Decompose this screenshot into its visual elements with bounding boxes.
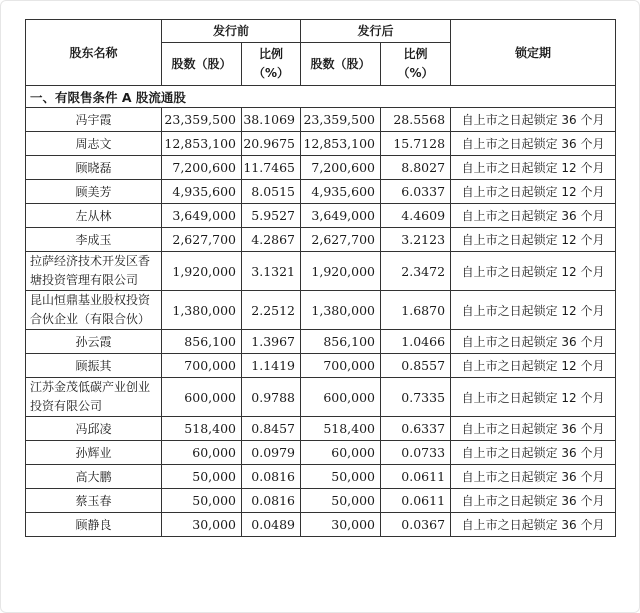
lock-period-cell: 自上市之日起锁定 36 个月 bbox=[451, 204, 616, 228]
shares-before-cell: 700,000 bbox=[162, 354, 242, 378]
pct-before-cell: 4.2867 bbox=[242, 228, 301, 252]
lock-period-cell: 自上市之日起锁定 12 个月 bbox=[451, 252, 616, 291]
pct-before-cell: 2.2512 bbox=[242, 291, 301, 330]
shareholder-name-cell: 孙辉业 bbox=[26, 441, 162, 465]
pct-after-cell: 3.2123 bbox=[381, 228, 451, 252]
pct-before-cell: 3.1321 bbox=[242, 252, 301, 291]
pct-after-cell: 6.0337 bbox=[381, 180, 451, 204]
pct-before-cell: 0.0816 bbox=[242, 489, 301, 513]
lock-period-cell: 自上市之日起锁定 36 个月 bbox=[451, 417, 616, 441]
shareholder-name-cell: 拉萨经济技术开发区香塘投资管理有限公司 bbox=[26, 252, 162, 291]
pct-before-cell: 11.7465 bbox=[242, 156, 301, 180]
shares-after-cell: 3,649,000 bbox=[301, 204, 381, 228]
pct-after-cell: 28.5568 bbox=[381, 108, 451, 132]
table-row bbox=[26, 180, 616, 204]
pct-before-cell: 5.9527 bbox=[242, 204, 301, 228]
table-row bbox=[26, 354, 616, 378]
header-shares-after: 股数（股） bbox=[301, 43, 381, 86]
lock-period-cell: 自上市之日起锁定 36 个月 bbox=[451, 489, 616, 513]
pct-after-cell: 15.7128 bbox=[381, 132, 451, 156]
header-pct-unit: （%） bbox=[252, 66, 290, 80]
header-shareholder-name: 股东名称 bbox=[26, 20, 162, 86]
pct-after-cell: 0.0611 bbox=[381, 489, 451, 513]
header-ratio-label: 比例 bbox=[403, 47, 428, 61]
pct-before-cell: 0.8457 bbox=[242, 417, 301, 441]
pct-after-cell: 1.0466 bbox=[381, 330, 451, 354]
shares-after-cell: 600,000 bbox=[301, 378, 381, 417]
table-row bbox=[26, 252, 616, 291]
lock-period-cell: 自上市之日起锁定 12 个月 bbox=[451, 354, 616, 378]
shares-before-cell: 50,000 bbox=[162, 489, 242, 513]
shareholder-name-cell: 顾美芳 bbox=[26, 180, 162, 204]
pct-after-cell: 0.0733 bbox=[381, 441, 451, 465]
pct-after-cell: 2.3472 bbox=[381, 252, 451, 291]
lock-period-cell: 自上市之日起锁定 36 个月 bbox=[451, 513, 616, 537]
pct-after-cell: 4.4609 bbox=[381, 204, 451, 228]
shares-before-cell: 856,100 bbox=[162, 330, 242, 354]
pct-after-cell: 0.6337 bbox=[381, 417, 451, 441]
shareholder-name-cell: 昆山恒鼎基业股权投资合伙企业（有限合伙） bbox=[26, 291, 162, 330]
table-row bbox=[26, 228, 616, 252]
header-after-issuance: 发行后 bbox=[301, 20, 451, 43]
shares-after-cell: 12,853,100 bbox=[301, 132, 381, 156]
shares-before-cell: 7,200,600 bbox=[162, 156, 242, 180]
lock-period-cell: 自上市之日起锁定 12 个月 bbox=[451, 291, 616, 330]
header-row-top bbox=[26, 20, 616, 43]
lock-period-cell: 自上市之日起锁定 36 个月 bbox=[451, 465, 616, 489]
lock-period-cell: 自上市之日起锁定 12 个月 bbox=[451, 378, 616, 417]
shares-after-cell: 23,359,500 bbox=[301, 108, 381, 132]
shares-after-cell: 1,920,000 bbox=[301, 252, 381, 291]
shareholder-name-cell: 江苏金茂低碳产业创业投资有限公司 bbox=[26, 378, 162, 417]
shareholder-name-cell: 周志文 bbox=[26, 132, 162, 156]
shares-before-cell: 3,649,000 bbox=[162, 204, 242, 228]
table-row bbox=[26, 108, 616, 132]
lock-period-cell: 自上市之日起锁定 36 个月 bbox=[451, 441, 616, 465]
shareholder-name-cell: 李成玉 bbox=[26, 228, 162, 252]
shares-before-cell: 1,380,000 bbox=[162, 291, 242, 330]
pct-before-cell: 1.3967 bbox=[242, 330, 301, 354]
lock-period-cell: 自上市之日起锁定 12 个月 bbox=[451, 180, 616, 204]
shares-after-cell: 7,200,600 bbox=[301, 156, 381, 180]
shareholder-name-cell: 顾静良 bbox=[26, 513, 162, 537]
table-row bbox=[26, 489, 616, 513]
shares-after-cell: 50,000 bbox=[301, 465, 381, 489]
pct-before-cell: 0.0979 bbox=[242, 441, 301, 465]
pct-after-cell: 8.8027 bbox=[381, 156, 451, 180]
shareholder-name-cell: 冯宇霞 bbox=[26, 108, 162, 132]
pct-before-cell: 8.0515 bbox=[242, 180, 301, 204]
pct-after-cell: 0.7335 bbox=[381, 378, 451, 417]
shares-after-cell: 60,000 bbox=[301, 441, 381, 465]
shareholder-name-cell: 顾晓磊 bbox=[26, 156, 162, 180]
shares-before-cell: 4,935,600 bbox=[162, 180, 242, 204]
shares-before-cell: 23,359,500 bbox=[162, 108, 242, 132]
shareholder-table bbox=[25, 19, 616, 537]
pct-before-cell: 0.9788 bbox=[242, 378, 301, 417]
shares-before-cell: 50,000 bbox=[162, 465, 242, 489]
shares-after-cell: 4,935,600 bbox=[301, 180, 381, 204]
table-row bbox=[26, 378, 616, 417]
shares-after-cell: 700,000 bbox=[301, 354, 381, 378]
shareholder-name-cell: 孙云霞 bbox=[26, 330, 162, 354]
header-ratio-label: 比例 bbox=[259, 47, 284, 61]
shares-after-cell: 30,000 bbox=[301, 513, 381, 537]
lock-period-cell: 自上市之日起锁定 36 个月 bbox=[451, 108, 616, 132]
header-before-issuance: 发行前 bbox=[162, 20, 301, 43]
table-row bbox=[26, 513, 616, 537]
shares-before-cell: 12,853,100 bbox=[162, 132, 242, 156]
pct-before-cell: 20.9675 bbox=[242, 132, 301, 156]
shares-after-cell: 50,000 bbox=[301, 489, 381, 513]
table-row bbox=[26, 441, 616, 465]
shares-before-cell: 30,000 bbox=[162, 513, 242, 537]
lock-period-cell: 自上市之日起锁定 36 个月 bbox=[451, 132, 616, 156]
shares-before-cell: 600,000 bbox=[162, 378, 242, 417]
header-lock-period: 锁定期 bbox=[451, 20, 616, 86]
shareholder-name-cell: 顾振其 bbox=[26, 354, 162, 378]
shares-before-cell: 2,627,700 bbox=[162, 228, 242, 252]
shares-after-cell: 2,627,700 bbox=[301, 228, 381, 252]
table-row bbox=[26, 465, 616, 489]
pct-after-cell: 0.0611 bbox=[381, 465, 451, 489]
header-ratio-before bbox=[242, 43, 301, 86]
shares-after-cell: 1,380,000 bbox=[301, 291, 381, 330]
section-title: 一、有限售条件 A 股流通股 bbox=[26, 86, 616, 108]
shareholder-name-cell: 蔡玉春 bbox=[26, 489, 162, 513]
section-row bbox=[26, 86, 616, 108]
header-ratio-after bbox=[381, 43, 451, 86]
shareholder-name-cell: 高大鹏 bbox=[26, 465, 162, 489]
pct-before-cell: 0.0489 bbox=[242, 513, 301, 537]
pct-before-cell: 0.0816 bbox=[242, 465, 301, 489]
lock-period-cell: 自上市之日起锁定 36 个月 bbox=[451, 330, 616, 354]
pct-before-cell: 1.1419 bbox=[242, 354, 301, 378]
header-shares-before: 股数（股） bbox=[162, 43, 242, 86]
shares-before-cell: 60,000 bbox=[162, 441, 242, 465]
pct-after-cell: 1.6870 bbox=[381, 291, 451, 330]
table-row bbox=[26, 132, 616, 156]
shareholder-name-cell: 冯邱凌 bbox=[26, 417, 162, 441]
lock-period-cell: 自上市之日起锁定 12 个月 bbox=[451, 156, 616, 180]
shares-after-cell: 856,100 bbox=[301, 330, 381, 354]
table-row bbox=[26, 330, 616, 354]
shares-before-cell: 518,400 bbox=[162, 417, 242, 441]
header-pct-unit: （%） bbox=[397, 66, 434, 80]
shares-after-cell: 518,400 bbox=[301, 417, 381, 441]
lock-period-cell: 自上市之日起锁定 12 个月 bbox=[451, 228, 616, 252]
pct-after-cell: 0.8557 bbox=[381, 354, 451, 378]
table-row bbox=[26, 417, 616, 441]
table-row bbox=[26, 156, 616, 180]
pct-after-cell: 0.0367 bbox=[381, 513, 451, 537]
table-row bbox=[26, 204, 616, 228]
shareholder-name-cell: 左从林 bbox=[26, 204, 162, 228]
shares-before-cell: 1,920,000 bbox=[162, 252, 242, 291]
pct-before-cell: 38.1069 bbox=[242, 108, 301, 132]
table-row bbox=[26, 291, 616, 330]
